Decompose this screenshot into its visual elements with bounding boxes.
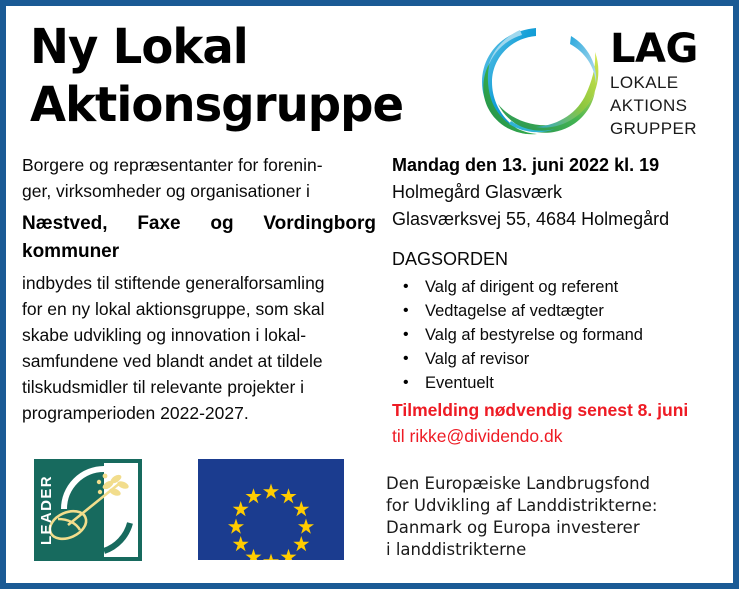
list-item <box>392 371 722 395</box>
event-datetime: Mandag den 13. juni 2022 kl. 19 <box>392 155 660 175</box>
municipalities-line-1: Næstved, Faxe og Vordingborg <box>22 213 376 234</box>
lag-wordmark <box>610 28 714 139</box>
title-line-1: Ny Lokal <box>30 19 248 75</box>
event-venue: Holmegård Glasværk <box>392 182 563 202</box>
list-item <box>392 347 722 371</box>
bullet-icon: • <box>403 374 409 391</box>
body-line-5: tilskudsmidler til relevante projekter i <box>22 377 305 397</box>
agenda-item-label: Eventuelt <box>425 374 494 392</box>
body-line-2: for en ny lokal aktionsgruppe, som skal <box>22 299 325 319</box>
agenda-item-label: Valg af revisor <box>425 350 530 368</box>
signup-notice: Tilmelding nødvendig senest 8. juni <box>392 400 689 420</box>
bullet-icon: • <box>403 302 409 319</box>
page-title <box>30 18 480 134</box>
lag-acronym: LAG <box>610 26 698 72</box>
bullet-icon: • <box>403 278 409 295</box>
eu-text-line-2: for Udvikling af Landdistrikterne: <box>386 496 658 515</box>
agenda-list <box>392 275 722 395</box>
event-address: Glasværksvej 55, 4684 Holmegård <box>392 209 670 229</box>
intro-line-1: Borgere og repræsentanter for forenin- <box>22 155 323 175</box>
intro-line-2: ger, virksomheder og organisationer i <box>22 181 310 201</box>
body-line-1: indbydes til stiftende generalforsamling <box>22 273 325 293</box>
lag-sub-line-3: GRUPPER <box>610 119 697 138</box>
poster-body <box>6 152 733 452</box>
agenda-item-label: Valg af bestyrelse og formand <box>425 326 643 344</box>
lag-sub-line-1: LOKALE <box>610 73 679 92</box>
eu-flag-icon <box>198 459 344 560</box>
eu-text-line-4: i landdistrikterne <box>386 540 527 559</box>
eu-funding-text <box>386 473 716 561</box>
bullet-icon: • <box>403 350 409 367</box>
municipalities-line-2: kommuner <box>22 241 120 262</box>
right-column <box>392 152 722 449</box>
signup-email[interactable]: til rikke@dividendo.dk <box>392 426 563 446</box>
eu-text-line-1: Den Europæiske Landbrugsfond <box>386 474 651 493</box>
agenda-item-label: Valg af dirigent og referent <box>425 278 619 296</box>
intro-paragraph <box>22 152 376 204</box>
list-item <box>392 323 722 347</box>
eu-text-line-3: Danmark og Europa investerer <box>386 518 640 537</box>
leader-logo-icon <box>34 459 142 561</box>
lag-swirl-icon <box>478 22 600 138</box>
body-line-6: programperioden 2022-2027. <box>22 403 249 423</box>
lag-logo <box>478 22 714 138</box>
municipalities-emphasis <box>22 210 376 266</box>
lag-sub-line-2: AKTIONS <box>610 96 688 115</box>
list-item <box>392 275 722 299</box>
poster-footer <box>6 455 733 575</box>
agenda-heading: DAGSORDEN <box>392 249 509 269</box>
body-line-3: skabe udvikling og innovation i lokal- <box>22 325 307 345</box>
agenda-item-label: Vedtagelse af vedtægter <box>425 302 604 320</box>
body-paragraph <box>22 270 376 426</box>
body-line-4: samfundene ved blandt andet at tildele <box>22 351 323 371</box>
left-column <box>22 152 376 426</box>
title-line-2: Aktionsgruppe <box>30 77 404 133</box>
bullet-icon: • <box>403 326 409 343</box>
list-item <box>392 299 722 323</box>
poster-header <box>6 6 733 146</box>
leader-label: LEADER <box>38 474 55 546</box>
